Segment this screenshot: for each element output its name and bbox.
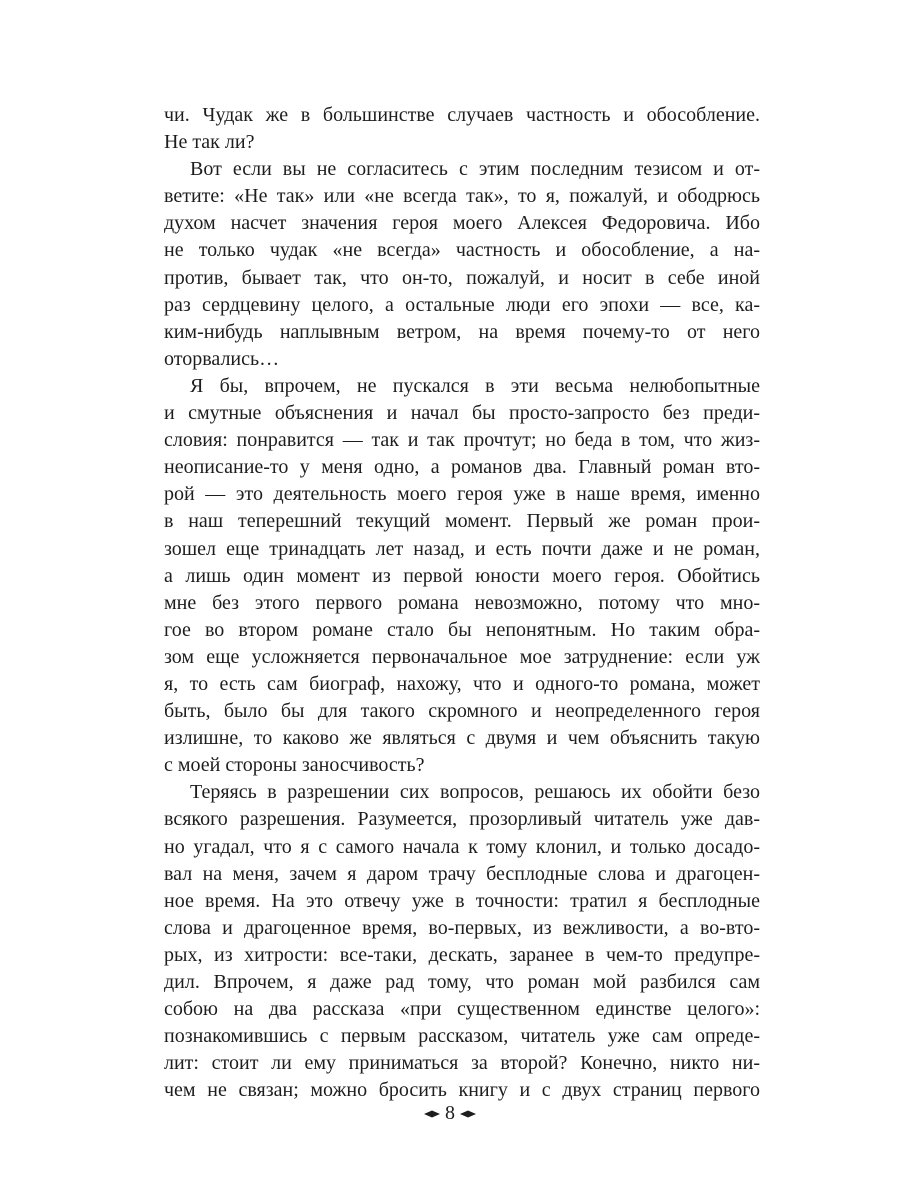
text-line: ное время. На это отвечу уже в точности: тратил я бесплодные (164, 889, 760, 912)
text-line: чи. Чудак же в большинстве случаев частность и обособление. (164, 104, 760, 126)
text-line: вал на меня, зачем я даром трачу бесплодные слова и драгоцен- (164, 862, 760, 885)
text-line: Теряясь в разрешении сих вопросов, решаюсь их обойти безо (190, 781, 760, 804)
text-line: зошел еще тринадцать лет назад, и есть почти даже и не роман, (164, 537, 760, 560)
text-line: дил. Впрочем, я даже рад тому, что роман мой разбился сам (164, 971, 760, 993)
text-line: раз сердцевину целого, а остальные люди его эпохи — все, ка- (164, 293, 760, 316)
text-line: оторвались… (164, 347, 280, 370)
body-text (164, 102, 760, 1104)
text-line: в наш теперешний текущий момент. Первый же роман прои- (164, 510, 760, 533)
text-line: против, бывает так, что он-то, пожалуй, и носит в себе иной (164, 266, 760, 289)
text-line: неописание-то у меня одно, а романов два. Главный роман вто- (164, 456, 760, 479)
text-line: словия: понравится — так и так прочтут; но беда в том, что жиз- (164, 429, 760, 452)
text-line: всякого разрешения. Разумеется, прозорливый читатель уже дав- (164, 808, 760, 831)
text-line: ким-нибудь наплывным ветром, на время почему-то от него (164, 320, 760, 343)
text-line: чем не связан; можно бросить книгу и с двух страниц первого (164, 1079, 760, 1102)
text-line: Вот если вы не согласитесь с этим последним тезисом и от- (190, 158, 760, 181)
text-line: рых, из хитрости: все-таки, дескать, заранее в чем-то предупре- (164, 943, 760, 966)
text-line: не только чудак «не всегда» частность и обособление, а на- (164, 239, 760, 262)
text-line: познакомившись с первым рассказом, читатель уже сам опреде- (164, 1025, 760, 1048)
text-line: Я бы, впрочем, не пускался в эти весьма нелюбопытные (190, 374, 760, 397)
text-line: а лишь один момент из первой юности моего героя. Обойтись (164, 564, 760, 587)
text-line: рой — это деятельность моего героя уже в наше время, именно (164, 483, 760, 506)
text-line: слова и драгоценное время, во-первых, из вежливости, а во-вто- (164, 916, 760, 939)
page-number: 8 (445, 1102, 455, 1124)
text-line: гое во втором романе стало бы непонятным. Но таким обра- (164, 618, 760, 641)
text-line: и смутные объяснения и начал бы просто-запросто без преди- (164, 402, 760, 425)
text-line: собою на два рассказа «при существенном единстве целого»: (164, 998, 760, 1021)
text-line: я, то есть сам биограф, нахожу, что и одного-то романа, может (164, 672, 760, 695)
text-line: но угадал, что я с самого начала к тому клонил, и только досадо- (164, 835, 760, 858)
page-footer (0, 1102, 900, 1125)
text-line: с моей стороны заносчивость? (164, 754, 425, 777)
text-line: мне без этого первого романа невозможно, потому что мно- (164, 591, 760, 614)
text-line: излишне, то каково же являться с двумя и чем объяснить такую (164, 727, 760, 750)
text-line: лит: стоит ли ему приниматься за второй? Конечно, никто ни- (164, 1052, 760, 1075)
diamond-arrow-left-icon (424, 1109, 440, 1119)
text-line: духом насчет значения героя моего Алексея Федоровича. Ибо (164, 212, 760, 235)
text-line: зом еще усложняется первоначальное мое затруднение: если уж (164, 645, 760, 668)
diamond-arrow-right-icon (460, 1109, 476, 1119)
text-line: быть, было бы для такого скромного и неопределенного героя (164, 700, 760, 723)
text-line: Не так ли? (164, 131, 255, 154)
text-line: ветите: «Не так» или «не всегда так», то я, пожалуй, и ободрюсь (164, 185, 760, 208)
